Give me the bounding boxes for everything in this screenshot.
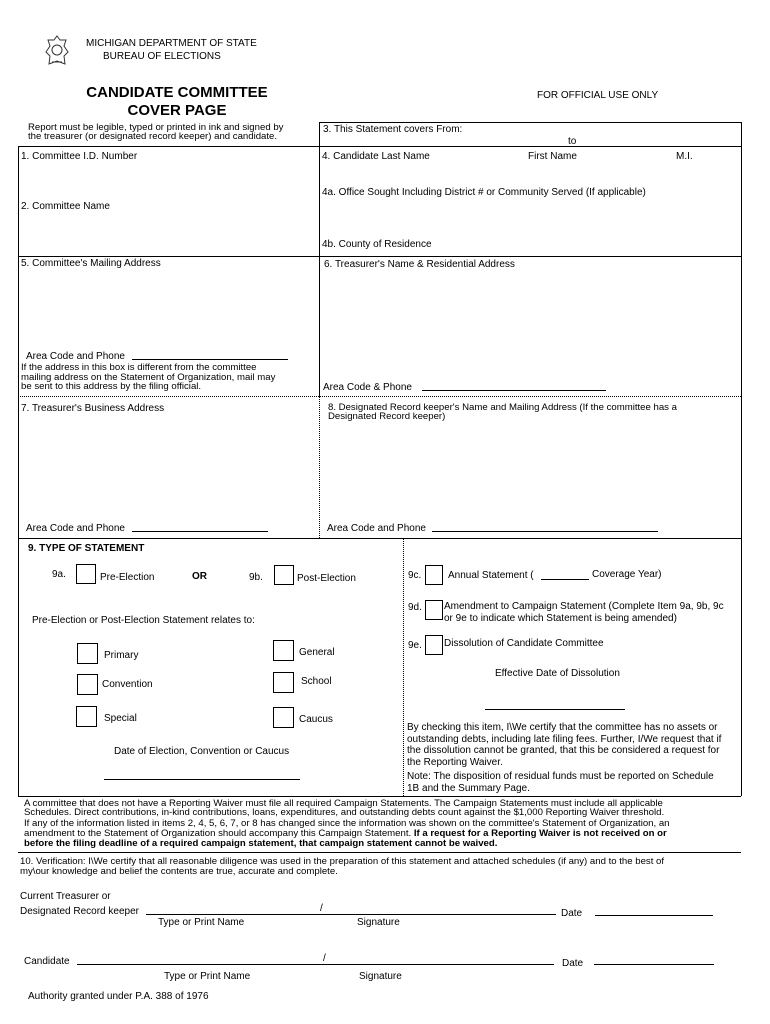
row3-mid-divider [319, 396, 320, 538]
school-checkbox[interactable] [273, 672, 294, 693]
coverage-year-input[interactable] [541, 579, 589, 580]
convention-checkbox[interactable] [77, 674, 98, 695]
candidate-label: Candidate [24, 956, 70, 967]
field5-phone-label: Area Code and Phone [26, 351, 125, 362]
field2-label: 2. Committee Name [21, 201, 110, 212]
mailing-address-input[interactable] [21, 271, 317, 349]
notice-line1: A committee that does not have a Reporting Waiver must file all required Campaign Statements. The Campaign Statements must include all applicable [24, 798, 663, 809]
effective-date-label: Effective Date of Dissolution [495, 668, 620, 679]
form-subtitle: COVER PAGE [127, 102, 227, 119]
special-label: Special [104, 713, 137, 724]
candidate-name-signature-input[interactable] [77, 964, 554, 965]
period-to-label: to [568, 136, 577, 147]
treasurer-type-name-caption: Type or Print Name [158, 917, 245, 928]
field7-phone-label: Area Code and Phone [26, 523, 125, 534]
official-use-label: FOR OFFICIAL USE ONLY [537, 90, 659, 101]
verification-line2: my\our knowledge and belief the contents are true, accurate and complete. [20, 866, 338, 877]
dissolution-cert-line1: By checking this item, I\We certify that the committee has no assets or [407, 722, 718, 733]
authority-footer: Authority granted under P.A. 388 of 1976 [28, 991, 209, 1002]
field5-phone-input[interactable] [132, 359, 288, 360]
coverage-year-label: Coverage Year) [592, 569, 662, 580]
candidate-signature-caption: Signature [359, 971, 402, 982]
form-mid-divider [319, 122, 320, 396]
or-label: OR [192, 571, 207, 582]
treasurer-date-input[interactable] [595, 915, 713, 916]
period-to-input[interactable] [584, 146, 704, 147]
primary-label: Primary [104, 650, 139, 661]
annual-statement-checkbox[interactable] [425, 565, 443, 585]
statement-type-title: 9. TYPE OF STATEMENT [28, 543, 145, 554]
field3-label: 3. This Statement covers From: [323, 124, 463, 135]
field7-phone-input[interactable] [132, 531, 268, 532]
convention-label: Convention [102, 679, 153, 690]
amendment-label-line1: Amendment to Campaign Statement (Complete Item 9a, 9b, 9c [444, 601, 724, 612]
field7-label: 7. Treasurer's Business Address [21, 403, 165, 414]
candidate-type-name-caption: Type or Print Name [164, 971, 251, 982]
dissolution-label: Dissolution of Candidate Committee [444, 638, 604, 649]
field8-label-line2: Designated Record keeper) [328, 411, 446, 422]
special-checkbox[interactable] [76, 706, 97, 727]
verification-top-border [18, 852, 741, 853]
committee-id-input[interactable] [21, 163, 317, 193]
field6-phone-input[interactable] [422, 390, 606, 391]
form-right-border [741, 122, 742, 796]
field8-phone-input[interactable] [432, 531, 658, 532]
notice-line2: Schedules. Direct contributions, in-kind contributions, loans, expenditures, and outstanding debts count against the $1,000 Reporting Waiver threshold. [24, 807, 665, 818]
treasurer-label-line2: Designated Record keeper [20, 906, 139, 917]
office-sought-input[interactable] [322, 199, 738, 235]
9c-number: 9c. [408, 570, 422, 581]
row3-top-border [18, 396, 741, 397]
field6-label: 6. Treasurer's Name & Residential Address [324, 259, 515, 270]
candidate-date-input[interactable] [594, 964, 714, 965]
notice-line4-bold: If a request for a Reporting Waiver is not received on or [413, 828, 667, 839]
dissolution-cert-line2: outstanding debts, including late filing fees. Further, I/We request that if [407, 734, 722, 745]
candidate-slash: / [323, 953, 326, 964]
field1-label: 1. Committee I.D. Number [21, 151, 138, 162]
field4a-label: 4a. Office Sought Including District # or Community Served (If applicable) [322, 187, 646, 198]
treasurer-date-label: Date [561, 908, 583, 919]
field5-note-line3: be sent to this address by the filing official. [21, 381, 202, 392]
treasurer-address-input[interactable] [324, 272, 738, 376]
dissolution-cert-line3: the dissolution cannot be granted, that this be considered a request for [407, 745, 720, 756]
caucus-checkbox[interactable] [273, 707, 294, 728]
pre-election-label: Pre-Election [100, 572, 155, 583]
field5-note-line1: If the address in this box is different from the committee [21, 362, 257, 373]
election-date-label: Date of Election, Convention or Caucus [114, 746, 290, 757]
effective-date-input[interactable] [485, 709, 625, 710]
row2-top-border [18, 256, 741, 257]
row4-mid-divider [403, 538, 404, 796]
business-address-input[interactable] [21, 416, 317, 516]
field5-note-line2: mailing address on the Statement of Organization, mail may [21, 372, 276, 383]
treasurer-slash: / [320, 903, 323, 914]
primary-checkbox[interactable] [77, 643, 98, 664]
school-label: School [301, 676, 332, 687]
general-checkbox[interactable] [273, 640, 294, 661]
dissolution-cert-line4: the Reporting Waiver. [407, 757, 503, 768]
box3-top-border [319, 122, 741, 123]
dissolution-note-line1: Note: The disposition of residual funds must be reported on Schedule [407, 771, 714, 782]
field5-label: 5. Committee's Mailing Address [21, 258, 161, 269]
relates-to-label: Pre-Election or Post-Election Statement relates to: [32, 615, 255, 626]
notice-top-border [18, 796, 741, 797]
post-election-label: Post-Election [297, 573, 356, 584]
period-from-input[interactable] [467, 146, 559, 147]
amendment-checkbox[interactable] [425, 600, 443, 620]
9a-number: 9a. [52, 569, 66, 580]
dissolution-checkbox[interactable] [425, 635, 443, 655]
caucus-label: Caucus [299, 714, 333, 725]
9d-number: 9d. [408, 602, 422, 613]
field4-label: 4. Candidate Last Name [322, 151, 430, 162]
candidate-name-input[interactable] [322, 163, 738, 185]
9b-number: 9b. [249, 572, 263, 583]
treasurer-signature-caption: Signature [357, 917, 400, 928]
form-title: CANDIDATE COMMITTEE [86, 84, 268, 101]
row4-top-border [18, 538, 741, 539]
pre-election-checkbox[interactable] [76, 564, 96, 584]
9e-number: 9e. [408, 640, 422, 651]
post-election-checkbox[interactable] [274, 565, 294, 585]
instructions-line1: Report must be legible, typed or printed in ink and signed by [28, 122, 284, 133]
annual-statement-label: Annual Statement ( [448, 570, 534, 581]
first-name-label: First Name [528, 151, 577, 162]
instructions-line2: the treasurer (or designated record keeper) and candidate. [28, 131, 278, 142]
treasurer-name-signature-input[interactable] [146, 914, 556, 915]
dept-name: MICHIGAN DEPARTMENT OF STATE [86, 38, 257, 49]
committee-name-input[interactable] [21, 214, 317, 254]
notice-line3: If any of the information listed in items 2, 4, 5, 6, 7, or 8 has changed since the information was shown on the committee's Statement of Organization, an [24, 818, 670, 829]
verification-line1: 10. Verification: I\We certify that all reasonable diligence was used in the preparation of this statement and attached schedules (if any) and to the best of [20, 856, 665, 867]
field8-phone-label: Area Code and Phone [327, 523, 426, 534]
middle-initial-label: M.I. [676, 151, 693, 162]
notice-line5: before the filing deadline of a required campaign statement, that campaign statement cannot be waived. [24, 838, 498, 849]
record-keeper-address-input[interactable] [328, 424, 738, 516]
michigan-seal-icon [44, 34, 70, 68]
form-left-border [18, 146, 19, 796]
field6-phone-label: Area Code & Phone [323, 382, 412, 393]
amendment-label-line2: or 9e to indicate which Statement is being amended) [444, 613, 677, 624]
field8-label-line1: 8. Designated Record keeper's Name and Mailing Address (If the committee has a [328, 402, 677, 413]
election-date-input[interactable] [104, 779, 300, 780]
field4b-label: 4b. County of Residence [322, 239, 432, 250]
bureau-name: BUREAU OF ELECTIONS [103, 51, 221, 62]
dissolution-note-line2: 1B and the Summary Page. [407, 783, 530, 794]
treasurer-label-line1: Current Treasurer or [20, 891, 111, 902]
general-label: General [299, 647, 335, 658]
notice-line4-text: amendment to the Statement of Organization should accompany this Campaign Statement. [24, 828, 414, 839]
candidate-date-label: Date [562, 958, 584, 969]
